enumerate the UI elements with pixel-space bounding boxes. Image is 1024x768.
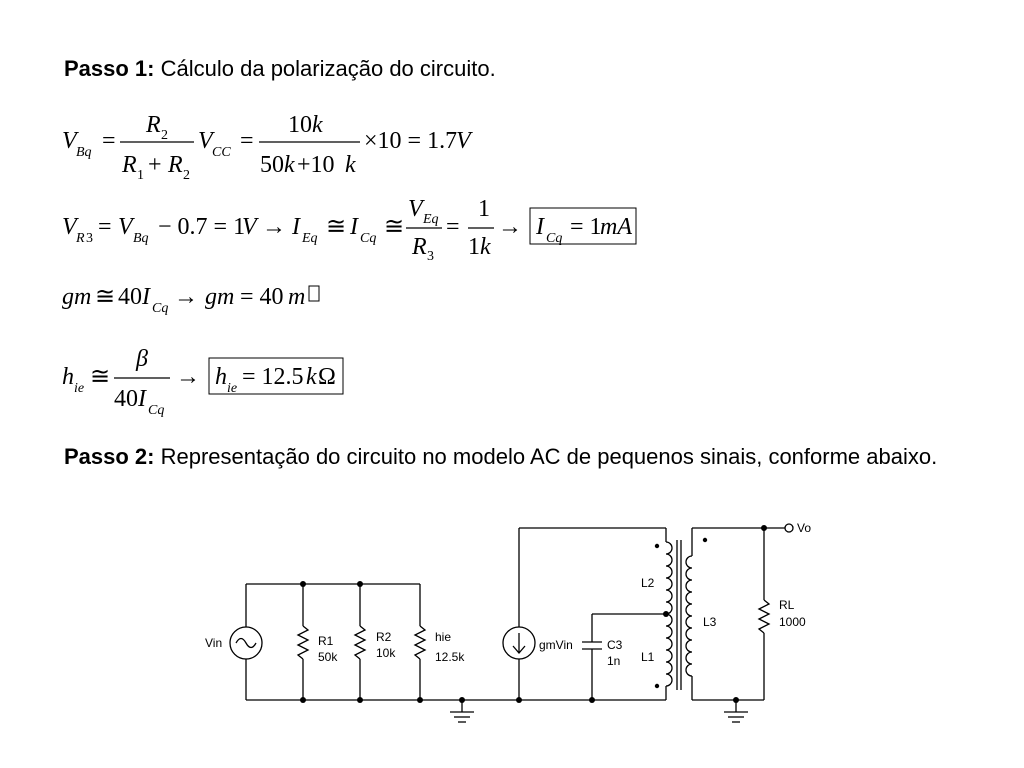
svg-text:ie: ie bbox=[227, 381, 238, 396]
svg-text:R: R bbox=[168, 152, 183, 178]
value-rl: 1000 bbox=[779, 615, 806, 629]
svg-text:k: k bbox=[345, 152, 356, 178]
svg-text:≅: ≅ bbox=[326, 214, 347, 240]
svg-text:= 40: = 40 bbox=[240, 284, 284, 310]
svg-text:CC: CC bbox=[212, 145, 231, 160]
label-vin: Vin bbox=[205, 636, 223, 650]
svg-text:Eq: Eq bbox=[423, 212, 439, 227]
svg-text:Cq: Cq bbox=[546, 231, 563, 246]
svg-text:→: → bbox=[174, 284, 198, 310]
step2-text: Representação do circuito no modelo AC de pequenos sinais, conforme abaixo. bbox=[160, 444, 938, 469]
svg-text:k: k bbox=[480, 234, 491, 260]
svg-text:1: 1 bbox=[137, 168, 144, 183]
step2-label: Passo 2: bbox=[64, 444, 155, 469]
svg-text:Cq: Cq bbox=[152, 301, 169, 316]
label-l3: L3 bbox=[703, 615, 717, 629]
svg-text:I: I bbox=[142, 284, 150, 310]
svg-text:=: = bbox=[102, 128, 116, 154]
value-hie: 12.5k bbox=[435, 650, 465, 664]
svg-text:I: I bbox=[536, 214, 544, 240]
svg-text:V: V bbox=[62, 214, 77, 240]
svg-text:+10: +10 bbox=[297, 152, 335, 178]
svg-text:≅: ≅ bbox=[384, 214, 405, 240]
svg-text:h: h bbox=[62, 364, 74, 390]
svg-text:I: I bbox=[292, 214, 300, 240]
label-vo: Vo bbox=[797, 521, 812, 535]
svg-text:=: = bbox=[240, 128, 254, 154]
svg-text:→: → bbox=[176, 364, 200, 390]
svg-text:V: V bbox=[242, 214, 257, 240]
svg-text:R: R bbox=[122, 152, 137, 178]
svg-text:=: = bbox=[446, 214, 460, 240]
svg-text:2: 2 bbox=[183, 168, 190, 183]
step1-text: Cálculo da polarização do circuito. bbox=[160, 56, 496, 81]
value-r2: 10k bbox=[376, 646, 396, 660]
svg-text:= 12.5: = 12.5 bbox=[242, 364, 304, 390]
svg-text:gm: gm bbox=[205, 284, 235, 310]
svg-text:1: 1 bbox=[468, 234, 480, 260]
label-c3: C3 bbox=[607, 638, 623, 652]
svg-text:Cq: Cq bbox=[360, 231, 377, 246]
svg-text:10: 10 bbox=[288, 112, 312, 138]
svg-text:β: β bbox=[136, 346, 148, 372]
svg-text:ie: ie bbox=[74, 381, 85, 396]
svg-text:Eq: Eq bbox=[302, 231, 318, 246]
svg-text:I: I bbox=[138, 386, 146, 412]
svg-text:Bq: Bq bbox=[133, 231, 149, 246]
svg-text:50: 50 bbox=[260, 152, 284, 178]
svg-text:40: 40 bbox=[118, 284, 142, 310]
svg-text:Bq: Bq bbox=[76, 145, 92, 160]
svg-text:×10 = 1.7: ×10 = 1.7 bbox=[364, 128, 458, 154]
svg-text:= 1: = 1 bbox=[570, 214, 602, 240]
svg-text:V: V bbox=[118, 214, 133, 240]
value-r1: 50k bbox=[318, 650, 338, 664]
svg-text:→: → bbox=[498, 214, 522, 240]
svg-text:I: I bbox=[350, 214, 358, 240]
svg-text:40: 40 bbox=[114, 386, 138, 412]
svg-text:k: k bbox=[312, 112, 323, 138]
svg-text:V: V bbox=[62, 128, 77, 154]
svg-text:m: m bbox=[288, 284, 306, 310]
label-l1: L1 bbox=[641, 650, 655, 664]
value-c3: 1n bbox=[607, 654, 621, 668]
label-l2: L2 bbox=[641, 576, 655, 590]
svg-text:R: R bbox=[76, 231, 85, 246]
svg-text:=: = bbox=[98, 214, 112, 240]
svg-text:R: R bbox=[412, 234, 427, 260]
label-hie: hie bbox=[435, 630, 452, 644]
label-r1: R1 bbox=[318, 634, 334, 648]
svg-text:R: R bbox=[146, 112, 161, 138]
svg-text:Cq: Cq bbox=[148, 403, 165, 418]
svg-text:1: 1 bbox=[478, 196, 490, 222]
svg-text:Ω: Ω bbox=[318, 364, 336, 390]
svg-text:− 0.7 = 1: − 0.7 = 1 bbox=[158, 214, 246, 240]
svg-text:h: h bbox=[215, 364, 227, 390]
svg-text:2: 2 bbox=[161, 128, 168, 143]
step1-label: Passo 1: bbox=[64, 56, 155, 81]
svg-text:≅: ≅ bbox=[95, 284, 116, 310]
svg-text:V: V bbox=[408, 196, 423, 222]
svg-text:k: k bbox=[306, 364, 317, 390]
svg-text:+: + bbox=[148, 152, 162, 178]
label-r2: R2 bbox=[376, 630, 392, 644]
label-gmvin: gmVin bbox=[539, 638, 573, 652]
svg-text:V: V bbox=[198, 128, 213, 154]
svg-text:mA: mA bbox=[600, 214, 632, 240]
svg-text:→: → bbox=[262, 214, 286, 240]
svg-text:≅: ≅ bbox=[90, 364, 111, 390]
svg-text:3: 3 bbox=[427, 249, 434, 264]
svg-text:3: 3 bbox=[86, 231, 93, 246]
svg-text:gm: gm bbox=[62, 284, 92, 310]
label-rl: RL bbox=[779, 598, 795, 612]
svg-text:V: V bbox=[456, 128, 471, 154]
svg-text:k: k bbox=[284, 152, 295, 178]
